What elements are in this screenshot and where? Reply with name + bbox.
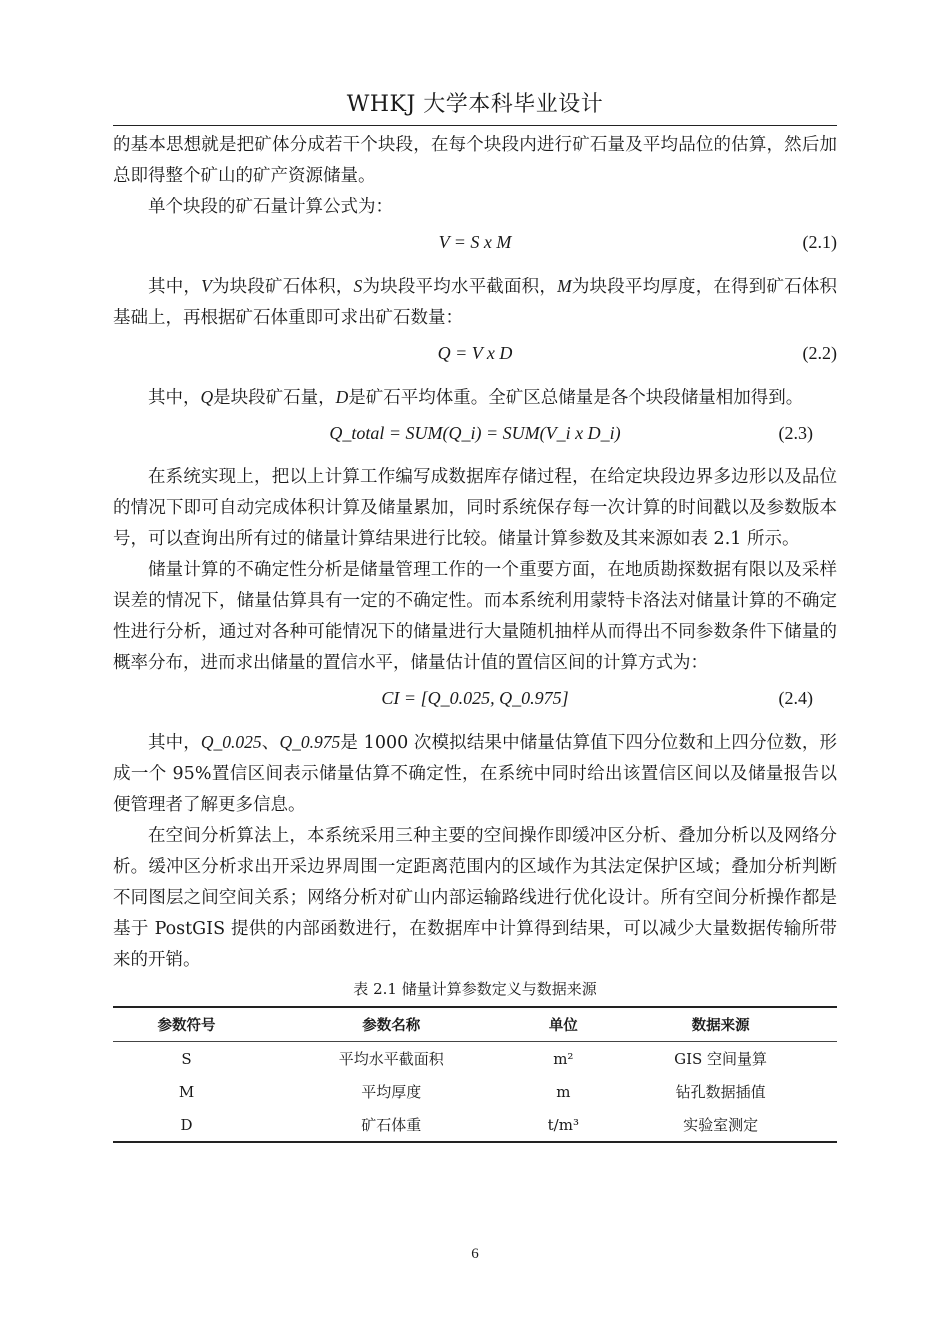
paragraph-1: 的基本思想就是把矿体分成若干个块段，在每个块段内进行矿石量及平均品位的估算，然后加总即得整个矿山的矿产资源储量。 [113, 135, 837, 186]
table-row [113, 1042, 837, 1076]
table-cell: 钻孔数据插值 [675, 1083, 766, 1101]
table-row [113, 1108, 837, 1142]
table-cell: M [178, 1082, 195, 1101]
equation-expression: Q_total = SUM(Q_i) = SUM(V_i x D_i) [329, 423, 621, 443]
running-header: WHKJ 大学本科毕业设计 [346, 92, 604, 117]
table-cell: GIS 空间量算 [674, 1050, 768, 1068]
variable: D [335, 387, 349, 407]
body-text [113, 130, 837, 1143]
paragraph-2: 单个块段的矿石量计算公式为： [148, 197, 393, 217]
column-header: 参数符号 [113, 1007, 260, 1042]
paragraph-8: 在空间分析算法上，本系统采用三种主要的空间操作即缓冲区分析、叠加分析以及网络分析。缓冲区分析求出开采边界周围一定距离范围内的区域作为其法定保护区域；叠加分析判断不同图层之间空间关系；网络分析对矿山内部运输路线进行优化设计。所有空间分析操作都是基于 PostGIS 提供的内部函数进行，在数据库中计算得到结果，可以减少大量数据传输所带来的开销。 [113, 826, 837, 970]
table-caption: 表 2.1 储量计算参数定义与数据来源 [353, 980, 597, 998]
table-cell: t/m³ [522, 1108, 604, 1142]
table-cell: 平均水平截面积 [338, 1050, 444, 1068]
page-number: 6 [471, 1246, 479, 1262]
equation-2-4 [113, 679, 837, 727]
column-header: 单位 [522, 1007, 604, 1042]
equation-expression: Q = V x D [437, 343, 513, 363]
paragraph-3 [113, 271, 837, 334]
text-run: 其中， [148, 733, 201, 753]
equation-number: (2.2) [802, 343, 837, 363]
equation-expression: V = S x M [438, 232, 512, 252]
header-rule [113, 125, 837, 126]
paragraph-4 [113, 382, 837, 414]
text-run: 是矿石平均体重。全矿区总储量是各个块段储量相加得到。 [348, 388, 804, 408]
table-header-row [113, 1007, 837, 1042]
column-header: 数据来源 [604, 1007, 837, 1042]
equation-number: (2.3) [778, 423, 813, 443]
table-cell: 矿石体重 [260, 1108, 522, 1142]
text-run: 是块段矿石量， [213, 388, 336, 408]
text-run: 其中， [148, 277, 202, 297]
table-row [113, 1075, 837, 1108]
equation-2-1 [113, 223, 837, 271]
variable: V [201, 276, 212, 296]
equation-number: (2.4) [778, 688, 813, 708]
equation-number: (2.1) [802, 232, 837, 252]
text-run: 为块段平均厚度，在得到矿石体积基础上，再根据矿石体重即可求出矿石数量： [113, 277, 838, 328]
text-run: 、 [261, 733, 280, 753]
parameter-table [113, 1006, 837, 1143]
table-cell: 平均厚度 [361, 1083, 422, 1101]
equation-expression: CI = [Q_0.025, Q_0.975] [381, 688, 569, 708]
paragraph-7 [113, 727, 837, 821]
table-cell: D [113, 1108, 260, 1142]
variable: M [557, 276, 572, 296]
table-cell: m [556, 1082, 571, 1101]
paragraph-6: 储量计算的不确定性分析是储量管理工作的一个重要方面，在地质勘探数据有限以及采样误差的情况下，储量估算具有一定的不确定性。而本系统利用蒙特卡洛法对储量计算的不确定性进行分析，通过对各种可能情况下的储量进行大量随机抽样从而得出不同参数条件下储量的概率分布，进而求出储量的置信水平，储量估计值的置信区间的计算方式为： [113, 560, 837, 673]
text-run: 其中， [148, 388, 201, 408]
variable: Q [200, 387, 214, 407]
variable: Q_0.975 [279, 732, 341, 752]
table-cell: m² [553, 1049, 574, 1068]
equation-2-2 [113, 334, 837, 382]
text-run: 为块段矿石体积， [211, 277, 354, 297]
paragraph-5: 在系统实现上，把以上计算工作编写成数据库存储过程，在给定块段边界多边形以及品位的情况下即可自动完成体积计算及储量累加，同时系统保存每一次计算的时间戳以及参数版本号，可以查询出所有过的储量计算结果进行比较。储量计算参数及其来源如表 2.1 所示。 [113, 467, 837, 549]
table-cell: 实验室测定 [604, 1108, 837, 1142]
variable: Q_0.025 [200, 732, 262, 752]
variable: S [353, 276, 363, 296]
text-run: 是 1000 次模拟结果中储量估算值下四分位数和上四分位数，形成一个 95%置信区间表示储量估算不确定性，在系统中同时给出该置信区间以及储量报告以便管理者了解更多信息。 [113, 733, 838, 815]
text-run: 为块段平均水平截面积， [362, 277, 558, 297]
column-header: 参数名称 [260, 1007, 522, 1042]
table-cell: S [181, 1049, 192, 1068]
equation-2-3 [113, 414, 837, 462]
